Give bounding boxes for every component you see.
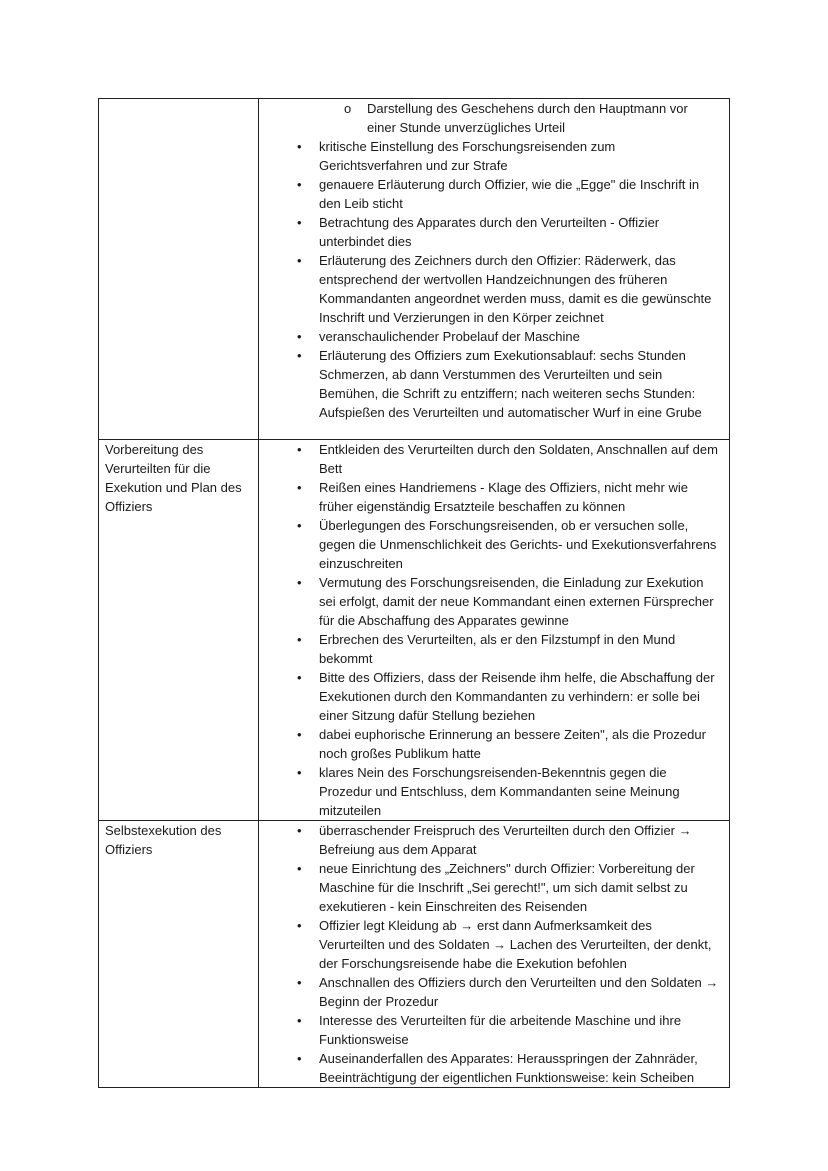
item-text: klares Nein des Forschungsreisenden-Bekenntnis gegen die Prozedur und Entschluss, dem Kommandanten seine Meinung mitzuteilen (319, 765, 680, 818)
item-text: überraschender Freispruch des Verurteilten durch den Offizier → Befreiung aus dem Apparat (319, 823, 692, 857)
bullet-icon: • (297, 918, 302, 933)
list-item (259, 440, 719, 478)
list-item (259, 668, 719, 725)
bullet-list (259, 821, 719, 1087)
item-text: Überlegungen des Forschungsreisenden, ob er versuchen solle, gegen die Unmenschlichkeit des Gerichts- und Exekutionsverfahrens einzuschreiten (319, 518, 717, 571)
bullet-icon: • (297, 823, 302, 838)
list-item (259, 821, 719, 859)
row-label-cell: Vorbereitung des Verurteilten für die Exekution und Plan des Offiziers (99, 440, 259, 821)
item-text: dabei euphorische Erinnerung an bessere Zeiten", als die Prozedur noch großes Publikum hatte (319, 727, 706, 761)
bullet-icon: • (297, 861, 302, 876)
bullet-icon: • (297, 177, 302, 192)
list-item (259, 1011, 719, 1049)
item-text: Entkleiden des Verurteilten durch den Soldaten, Anschnallen auf dem Bett (319, 442, 718, 476)
bullet-icon: • (297, 670, 302, 685)
list-item (259, 973, 719, 1011)
item-text: Bitte des Offiziers, dass der Reisende ihm helfe, die Abschaffung der Exekutionen durch den Kommandanten zu verhindern: er solle bei einer Sitzung dafür Stellung beziehen (319, 670, 715, 723)
row-content-cell (259, 440, 730, 821)
item-text: veranschaulichender Probelauf der Maschine (319, 329, 580, 344)
item-text: Betrachtung des Apparates durch den Verurteilten - Offizier unterbindet dies (319, 215, 660, 249)
item-text: Anschnallen des Offiziers durch den Verurteilten und den Soldaten → Beginn der Prozedur (319, 975, 719, 1009)
item-text: Auseinanderfallen des Apparates: Herausspringen der Zahnräder, Beeinträchtigung der eigentlichen Funktionsweise: kein Scheiben (319, 1051, 698, 1085)
item-text: genauere Erläuterung durch Offizier, wie die „Egge" die Inschrift in den Leib sticht (319, 177, 700, 211)
list-item (259, 478, 719, 516)
bullet-icon: • (297, 480, 302, 495)
item-text: Erbrechen des Verurteilten, als er den Filzstumpf in den Mund bekommt (319, 632, 676, 666)
bullet-icon: • (297, 253, 302, 268)
list-item (259, 573, 719, 630)
item-text: kritische Einstellung des Forschungsreisenden zum Gerichtsverfahren und zur Strafe (319, 139, 616, 173)
list-item (259, 251, 719, 327)
bullet-icon: • (297, 632, 302, 647)
list-item (259, 516, 719, 573)
sub-item-text: Darstellung des Geschehens durch den Hauptmann vor einer Stunde unverzügliches Urteil (367, 101, 688, 135)
bullet-icon: • (297, 348, 302, 363)
bullet-icon: • (297, 518, 302, 533)
item-text: Interesse des Verurteilten für die arbeitende Maschine und ihre Funktionsweise (319, 1013, 682, 1047)
bullet-icon: • (297, 329, 302, 344)
sub-bullet-list (259, 99, 719, 137)
list-item (259, 630, 719, 668)
bullet-icon: • (297, 215, 302, 230)
bullet-icon: • (297, 1013, 302, 1028)
bullet-icon: • (297, 1051, 302, 1066)
item-text: Vermutung des Forschungsreisenden, die Einladung zur Exekution sei erfolgt, damit der neue Kommandant einen externen Fürsprecher für die Abschaffung des Apparates gewinne (319, 575, 714, 628)
bullet-list (259, 440, 719, 820)
bullet-icon: • (297, 765, 302, 780)
sub-list-item (259, 99, 719, 137)
row-content-cell (259, 99, 730, 440)
row-label-cell (99, 99, 259, 440)
list-item (259, 175, 719, 213)
bullet-list (259, 137, 719, 422)
list-item (259, 916, 719, 973)
list-item (259, 763, 719, 820)
table-row (99, 99, 730, 440)
list-item (259, 213, 719, 251)
list-item (259, 327, 719, 346)
bullet-icon: • (297, 975, 302, 990)
bullet-icon: • (297, 442, 302, 457)
table-row (99, 821, 730, 1088)
row-content-cell (259, 821, 730, 1088)
list-item (259, 346, 719, 422)
list-item (259, 137, 719, 175)
bullet-icon: • (297, 139, 302, 154)
bullet-icon: • (297, 575, 302, 590)
list-item (259, 859, 719, 916)
item-text: Offizier legt Kleidung ab → erst dann Aufmerksamkeit des Verurteilten und des Soldaten → Lachen des Verurteilten, der denkt, der Forschungsreisende habe die Exekution befohlen (319, 918, 712, 971)
table-row (99, 440, 730, 821)
row-label-cell: Selbstexekution des Offiziers (99, 821, 259, 1088)
bullet-icon: • (297, 727, 302, 742)
item-text: Erläuterung des Zeichners durch den Offizier: Räderwerk, das entsprechend der wertvollen Handzeichnungen des früheren Kommandanten angeordnet werden muss, damit es die gewünschte Inschrift und Verzierungen in den Körper zeichnet (319, 253, 712, 325)
summary-table (98, 98, 730, 1088)
item-text: Erläuterung des Offiziers zum Exekutionsablauf: sechs Stunden Schmerzen, ab dann Verstummen des Verurteilten und sein Bemühen, die Schrift zu entziffern; nach weiteren sechs Stunden: Aufspießen des Verurteilten und automatischer Wurf in eine Grube (319, 348, 702, 420)
circle-bullet-icon: o (344, 101, 352, 116)
list-item (259, 725, 719, 763)
item-text: Reißen eines Handriemens - Klage des Offiziers, nicht mehr wie früher eigenständig Ersatzteile beschaffen zu können (319, 480, 688, 514)
item-text: neue Einrichtung des „Zeichners" durch Offizier: Vorbereitung der Maschine für die Inschrift „Sei gerecht!", um sich damit selbst zu exekutieren - kein Einschreiten des Reisenden (319, 861, 695, 914)
list-item (259, 1049, 719, 1087)
